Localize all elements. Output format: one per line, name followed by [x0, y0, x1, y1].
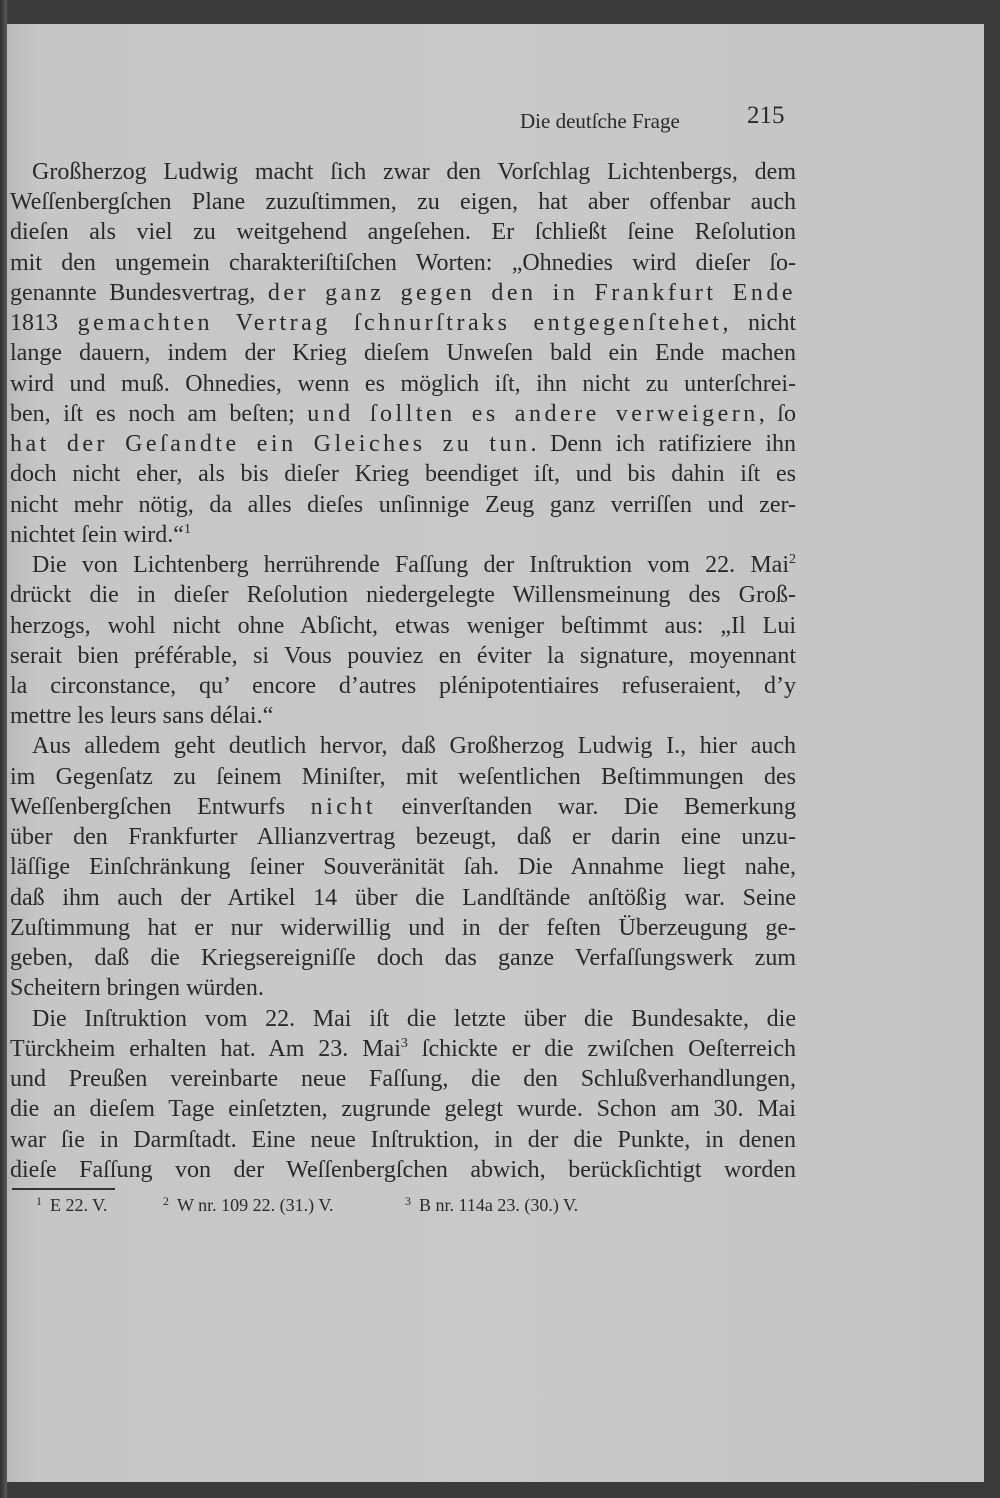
footnote-mark: 2	[163, 1194, 169, 1208]
spaced-text: der ganz gegen den in Frankfurt Ende	[267, 279, 796, 306]
text-line	[10, 217, 796, 247]
running-head-title: Die deutſche Frage	[520, 109, 680, 133]
text-segment: la circonstance, qu’ encore d’autres plénipotentiaires refuseraient, d’y	[10, 672, 796, 699]
text-line	[10, 973, 796, 1003]
text-line	[10, 399, 796, 429]
text-segment: herzogs, wohl nicht ohne Abſicht, etwas weniger beſtimmt aus: „Il Lui	[10, 612, 796, 639]
footnote-rule	[12, 1188, 115, 1190]
text-line	[10, 852, 796, 882]
spaced-text: gemachten Vertrag ſchnurſtraks entgegenſtehet	[77, 310, 723, 337]
text-line	[10, 520, 796, 550]
text-segment: Scheitern bringen würden.	[10, 975, 264, 1002]
text-segment: geben, daß die Kriegsereigniſſe doch das ganze Verfaſſungswerk zum	[10, 945, 796, 972]
text-segment: Weſſenbergſchen Plane zuzuſtimmen, zu eigen, hat aber offenbar auch	[10, 189, 796, 216]
text-segment: einverſtanden war. Die Bemerkung	[376, 793, 796, 820]
text-segment: im Gegenſatz zu ſeinem Miniſter, mit weſentlichen Beſtimmungen des	[10, 763, 796, 790]
paragraph	[10, 1004, 796, 1185]
body-text	[10, 157, 796, 1185]
text-segment: Weſſenbergſchen Entwurfs	[10, 793, 311, 820]
text-line	[10, 641, 796, 671]
text-line	[10, 1094, 796, 1124]
page-number: 215	[747, 102, 785, 129]
text-segment: , nicht	[722, 310, 796, 337]
text-segment: Großherzog Ludwig macht ſich zwar den Vorſchlag Lichtenbergs, dem	[32, 159, 796, 185]
text-segment: . Denn ich ratifiziere ihn	[530, 431, 797, 458]
spaced-text: hat der Geſandte ein Gleiches zu tun	[10, 431, 531, 458]
text-line	[10, 369, 796, 399]
text-line	[10, 762, 796, 792]
text-segment: serait bien préférable, si Vous pouviez en éviter la signature, moyennant	[10, 642, 796, 669]
text-line	[10, 883, 796, 913]
footnote-ref: 2	[789, 552, 796, 568]
footnote-mark: 1	[36, 1194, 42, 1208]
text-line	[10, 278, 796, 308]
text-line	[10, 1155, 796, 1185]
text-segment: die an dieſem Tage einſetzten, zugrunde gelegt wurde. Schon am 30. Mai	[10, 1096, 796, 1123]
text-segment: mettre les leurs sans délai.“	[10, 703, 274, 730]
text-segment: , ſo	[758, 400, 796, 427]
footnote	[405, 1194, 578, 1216]
text-line	[10, 792, 796, 822]
text-segment: nicht mehr nötig, da alles dieſes unſinnige Zeug ganz verriſſen und zer-	[10, 491, 796, 518]
text-segment: Zuſtimmung hat er nur widerwillig und in der feſten Überzeugung ge-	[10, 914, 796, 941]
text-line	[10, 187, 796, 217]
text-segment: 1813	[10, 310, 78, 337]
text-line	[10, 550, 796, 580]
text-line	[10, 611, 796, 641]
text-line	[10, 580, 796, 610]
text-line	[10, 913, 796, 943]
text-segment: daß ihm auch der Artikel 14 über die Landſtände anſtößig war. Seine	[10, 884, 796, 911]
text-line	[10, 822, 796, 852]
paragraph	[10, 157, 796, 550]
text-line	[10, 490, 796, 520]
text-segment: dieſe Faſſung von der Weſſenbergſchen abwich, berückſichtigt worden	[10, 1156, 796, 1183]
scan-left-edge	[0, 0, 7, 1498]
text-segment: drückt die in dieſer Reſolution niedergelegte Willensmeinung des Groß-	[10, 582, 796, 609]
footnote-text: E 22. V.	[50, 1195, 108, 1215]
text-segment: und Preußen vereinbarte neue Faſſung, die den Schlußverhandlungen,	[10, 1066, 796, 1093]
footnote-text: B nr. 114a 23. (30.) V.	[419, 1195, 579, 1215]
paragraph	[10, 550, 796, 731]
text-segment: ben, iſt es noch am beſten;	[10, 400, 308, 427]
text-segment: ſchickte er die zwiſchen Oeſterreich	[407, 1035, 796, 1062]
footnote-mark: 3	[405, 1194, 411, 1208]
footnote-ref: 1	[183, 521, 191, 537]
text-line	[10, 671, 796, 701]
footnote	[163, 1194, 334, 1216]
text-segment: Aus alledem geht deutlich hervor, daß Großherzog Ludwig I., hier auch	[32, 733, 796, 760]
spaced-text: und ſollten es andere verweigern	[307, 400, 759, 427]
text-line	[10, 338, 796, 368]
text-segment: Türckheim erhalten hat. Am 23. Mai	[10, 1035, 401, 1062]
text-segment: dieſen als viel zu weitgehend angeſehen. Er ſchließt ſeine Reſolution	[10, 219, 796, 246]
text-line	[10, 308, 796, 338]
text-segment: nichtet ſein wird.“	[10, 521, 184, 548]
text-segment: genannte Bundesvertrag,	[10, 279, 268, 306]
text-segment: war ſie in Darmſtadt. Eine neue Inſtruktion, in der die Punkte, in denen	[10, 1126, 796, 1153]
text-line	[10, 1004, 796, 1034]
footnote-ref: 3	[400, 1035, 408, 1051]
text-segment: doch nicht eher, als bis dieſer Krieg beendiget iſt, und bis dahin iſt es	[10, 461, 796, 488]
text-line	[10, 1125, 796, 1155]
spaced-text: nicht	[310, 793, 377, 820]
text-line	[10, 701, 796, 731]
text-segment: mit den ungemein charakteriſtiſchen Worten: „Ohnedies wird dieſer ſo-	[10, 249, 796, 276]
text-segment: läſſige Einſchränkung ſeiner Souveränität ſah. Die Annahme liegt nahe,	[10, 854, 796, 881]
paragraph	[10, 731, 796, 1003]
text-line	[10, 1064, 796, 1094]
text-segment: lange dauern, indem der Krieg dieſem Unweſen bald ein Ende machen	[10, 340, 796, 367]
text-line	[10, 459, 796, 489]
text-line	[10, 943, 796, 973]
text-line	[10, 248, 796, 278]
text-segment: über den Frankfurter Allianzvertrag bezeugt, daß er darin eine unzu-	[10, 824, 796, 851]
footnote	[36, 1194, 107, 1216]
text-line	[10, 429, 796, 459]
text-line	[10, 731, 796, 761]
footnote-text: W nr. 109 22. (31.) V.	[177, 1195, 334, 1215]
text-segment: Die von Lichtenberg herrührende Faſſung der Inſtruktion vom 22. Mai	[32, 552, 789, 579]
text-segment: wird und muß. Ohnedies, wenn es möglich iſt, ihn nicht zu unterſchrei-	[10, 370, 796, 397]
text-line	[10, 157, 796, 187]
text-segment: Die Inſtruktion vom 22. Mai iſt die letzte über die Bundesakte, die	[32, 1005, 796, 1032]
text-line	[10, 1034, 796, 1064]
